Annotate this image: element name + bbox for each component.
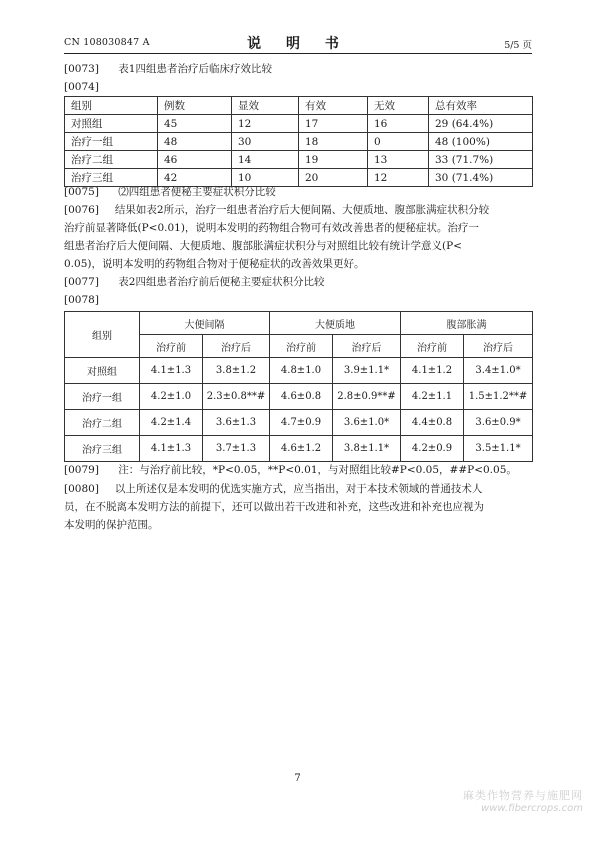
watermark-url: www.fibercrops.com	[481, 803, 583, 814]
table2-row	[65, 436, 533, 462]
table2-cell: 治疗三组	[65, 436, 140, 462]
table2-subheader: 治疗前	[270, 335, 333, 358]
table1-cell: 10	[232, 169, 299, 187]
table2-cell: 2.8±0.9**#	[333, 384, 401, 410]
document-title: 说 明 书	[247, 36, 349, 52]
table1-cell: 13	[368, 151, 429, 169]
header-rule	[64, 53, 532, 54]
watermark-name: 麻类作物营养与施肥网	[463, 789, 583, 802]
table2-cell: 2.3±0.8**#	[203, 384, 270, 410]
table-1	[64, 96, 533, 187]
paragraph-line: 0.05)，说明本发明的药物组合物对于便秘症状的改善效果更好。	[64, 258, 365, 270]
paragraph-tag: [0079]	[64, 464, 99, 476]
section-heading: ⑵四组患者便秘主要症状积分比较	[118, 186, 276, 198]
table1-cell: 治疗一组	[65, 133, 158, 151]
table2-cell: 4.1±1.2	[401, 358, 464, 384]
table1-header-cell: 总有效率	[429, 97, 533, 115]
paragraph-tag: [0073]	[64, 63, 99, 75]
table2-subheader: 治疗前	[401, 335, 464, 358]
table2-subheader: 治疗后	[464, 335, 533, 358]
table-2	[64, 311, 533, 462]
table1-cell: 30 (71.4%)	[429, 169, 533, 187]
table1-row	[65, 115, 533, 133]
table1-header-cell: 无效	[368, 97, 429, 115]
table1-cell: 48 (100%)	[429, 133, 533, 151]
paragraph-tag: [0080]	[64, 483, 99, 495]
table2-cell: 治疗一组	[65, 384, 140, 410]
table2-cell: 3.4±1.0*	[464, 358, 533, 384]
table1-header-row	[65, 97, 533, 115]
page-header	[64, 33, 532, 51]
page-indicator: 5/5 页	[504, 40, 532, 51]
table1-cell: 12	[232, 115, 299, 133]
paragraph-line: 员，在不脱离本发明方法的前提下，还可以做出若干改进和补充，这些改进和补充也应视为	[64, 501, 484, 513]
table1-row	[65, 151, 533, 169]
table1-cell: 20	[299, 169, 368, 187]
table1-cell: 46	[158, 151, 232, 169]
table2-category-header: 大便间隔	[140, 312, 270, 335]
table2-cell: 3.6±0.9*	[464, 410, 533, 436]
table1-cell: 16	[368, 115, 429, 133]
paragraph-tag: [0077]	[64, 276, 99, 288]
table2-cell: 4.8±1.0	[270, 358, 333, 384]
paragraph-line: 本发明的保护范围。	[64, 519, 159, 531]
patent-number: CN 108030847 A	[64, 37, 150, 48]
table2-subheader: 治疗后	[333, 335, 401, 358]
table1-cell: 治疗三组	[65, 169, 158, 187]
table1-cell: 48	[158, 133, 232, 151]
paragraph-tag: [0074]	[64, 81, 99, 93]
table2-category-header: 腹部胀满	[401, 312, 533, 335]
table1-header-cell: 组别	[65, 97, 158, 115]
table1-row	[65, 133, 533, 151]
table2-cell: 4.2±1.4	[140, 410, 203, 436]
paragraph-tag: [0078]	[64, 294, 99, 306]
table2-cell: 4.6±0.8	[270, 384, 333, 410]
table2-cell: 3.8±1.2	[203, 358, 270, 384]
table1-cell: 30	[232, 133, 299, 151]
paragraph-tag: [0076]	[64, 204, 99, 216]
table2-cell: 治疗二组	[65, 410, 140, 436]
table2-header-row	[65, 312, 533, 335]
table2-subheader: 治疗前	[140, 335, 203, 358]
table2-cell: 3.6±1.3	[203, 410, 270, 436]
table2-cell: 4.1±1.3	[140, 358, 203, 384]
paragraph-line: [0076] 结果如表2所示，治疗一组患者治疗后大便间隔、大便质地、腹部胀满症状积分较	[64, 201, 532, 219]
page-number: 7	[294, 773, 301, 784]
table1-cell: 29 (64.4%)	[429, 115, 533, 133]
paragraph-0080	[64, 480, 532, 534]
table1-cell: 45	[158, 115, 232, 133]
table2-cell: 4.2±1.1	[401, 384, 464, 410]
table2-cell: 3.5±1.1*	[464, 436, 533, 462]
table2-cell: 4.2±1.0	[140, 384, 203, 410]
paragraph-0073	[64, 60, 532, 78]
table2-cell: 4.4±0.8	[401, 410, 464, 436]
table2-row	[65, 358, 533, 384]
table2-row	[65, 410, 533, 436]
table2-cell: 4.6±1.2	[270, 436, 333, 462]
table-note: 注：与治疗前比较，*P<0.05，**P<0.01，与对照组比较#P<0.05，##P<0.05。	[118, 464, 517, 476]
table2-cell: 3.9±1.1*	[333, 358, 401, 384]
table2-cell: 4.2±0.9	[401, 436, 464, 462]
table1-caption: 表1四组患者治疗后临床疗效比较	[118, 63, 272, 75]
table2-cell: 对照组	[65, 358, 140, 384]
table2-subheader: 治疗后	[203, 335, 270, 358]
table2-cell: 3.6±1.0*	[333, 410, 401, 436]
paragraph-0079	[64, 461, 532, 479]
table1-cell: 18	[299, 133, 368, 151]
paragraph-0078	[64, 291, 532, 309]
paragraph-tag: [0075]	[64, 186, 99, 198]
table2-cell: 4.7±0.9	[270, 410, 333, 436]
paragraph-0074	[64, 78, 532, 96]
table2-cell: 1.5±1.2**#	[464, 384, 533, 410]
paragraph-0077	[64, 273, 532, 291]
table1-cell: 17	[299, 115, 368, 133]
table1-cell: 33 (71.7%)	[429, 151, 533, 169]
paragraph-line: [0080] 以上所述仅是本发明的优选实施方式，应当指出，对于本技术领域的普通技术人	[64, 480, 532, 498]
table1-cell: 0	[368, 133, 429, 151]
table2-caption: 表2四组患者治疗前后便秘主要症状积分比较	[118, 276, 325, 288]
table2-row	[65, 384, 533, 410]
table1-cell: 42	[158, 169, 232, 187]
table1-cell: 12	[368, 169, 429, 187]
table1-header-cell: 有效	[299, 97, 368, 115]
table1-cell: 19	[299, 151, 368, 169]
table2-category-header: 大便质地	[270, 312, 401, 335]
table2-cell: 3.7±1.3	[203, 436, 270, 462]
table1-cell: 14	[232, 151, 299, 169]
paragraph-line: 治疗前显著降低(P<0.01)，说明本发明的药物组合物可有效改善患者的便秘症状。治疗一	[64, 222, 479, 234]
paragraph-line: 组患者治疗后大便间隔、大便质地、腹部胀满症状积分与对照组比较有统计学意义(P<	[64, 240, 462, 252]
table1-cell: 治疗二组	[65, 151, 158, 169]
table2-cell: 3.8±1.1*	[333, 436, 401, 462]
table1-header-cell: 例数	[158, 97, 232, 115]
watermark	[463, 787, 583, 814]
table2-group-header: 组别	[65, 312, 140, 358]
table1-header-cell: 显效	[232, 97, 299, 115]
table1-cell: 对照组	[65, 115, 158, 133]
paragraph-0076	[64, 201, 532, 273]
table2-cell: 4.1±1.3	[140, 436, 203, 462]
paragraph-0075	[64, 183, 532, 201]
